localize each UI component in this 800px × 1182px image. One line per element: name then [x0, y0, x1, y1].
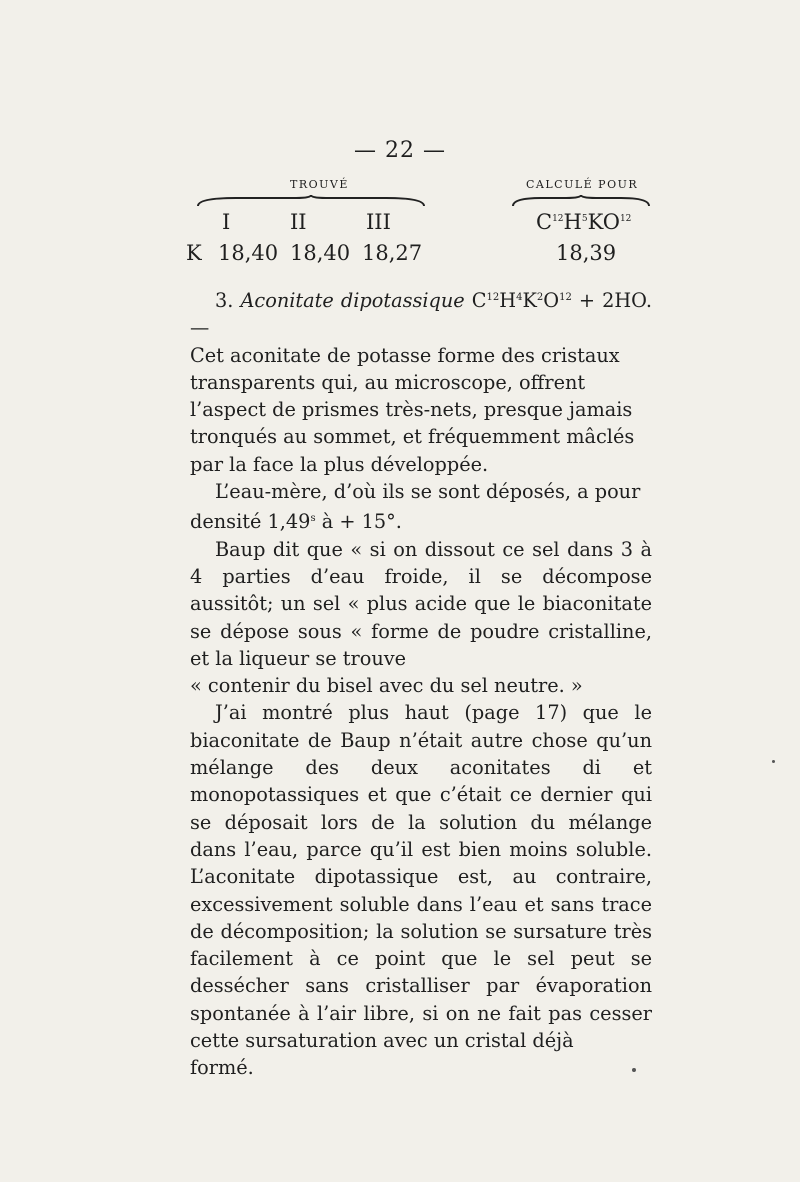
paragraph-2: L’eau-mère, d’où ils se sont déposés, a pour densité 1,49$^s$ à + 15°. [190, 480, 641, 534]
paragraph-3-last-line: « contenir du bisel avec du sel neutre. » [190, 674, 583, 698]
column-header-3: III [366, 210, 391, 234]
found-brace [196, 194, 426, 208]
page-number: — 22 — [354, 138, 446, 163]
paragraph-4: J’ai montré plus haut (page 17) que le biaconitate de Baup n’était autre chose qu’un mélange des deux aconitates di et monopotassiques et que c’était ce dernier qui se déposait lors de la solution du mélange dans l’eau, parce qu’il est bien moins soluble. L’aconitate dipotassique est, au contraire, excessivement soluble dans l’eau et sans trace de décomposition; la solution se sursature très facilement à ce point que le sel peut se dessécher sans cristalliser par évaporation spontanée à l’air libre, si on ne fait pas cesser cette sursaturation avec un cristal déjà [190, 701, 652, 1053]
found-header: TROUVÉ [290, 178, 349, 191]
paragraph-3: Baup dit que « si on dissout ce sel dans 3 à 4 parties d’eau froide, il se décompose aussitôt; un sel « plus acide que le biaconitate se dépose sous « forme de poudre cristalline, et la liqueur se trouve [190, 537, 652, 670]
value-2: 18,40 [290, 241, 351, 265]
value-3: 18,27 [362, 241, 423, 265]
column-header-2: II [290, 210, 307, 234]
section-heading [190, 284, 652, 342]
column-header-1: I [222, 210, 231, 234]
analysis-table [186, 178, 666, 268]
calculated-formula: $C^{12}H^5KO^{12}$ [536, 210, 632, 234]
paper-speck [772, 760, 775, 763]
calculated-value: 18,39 [556, 241, 617, 265]
row-label: K [186, 241, 202, 265]
calculated-header: CALCULÉ POUR [526, 178, 639, 191]
paper-speck [632, 1068, 636, 1072]
section-title: Aconitate dipotassique [240, 289, 465, 312]
paragraph-1: Cet aconitate de potasse forme des cristaux transparents qui, au microscope, offrent l’aspect de prismes très-nets, presque jamais tronqués au sommet, et fréquemment mâclés par la face la plus développée. [190, 343, 635, 476]
section-number: 3. [215, 289, 234, 312]
section-formula: $C^{12}H^4K^2O^{12} + 2HO$. — [190, 289, 652, 340]
calculated-brace [511, 194, 651, 208]
paragraph-4-last-line: formé. [190, 1056, 254, 1080]
body-text [190, 284, 652, 1082]
value-1: 18,40 [218, 241, 279, 265]
